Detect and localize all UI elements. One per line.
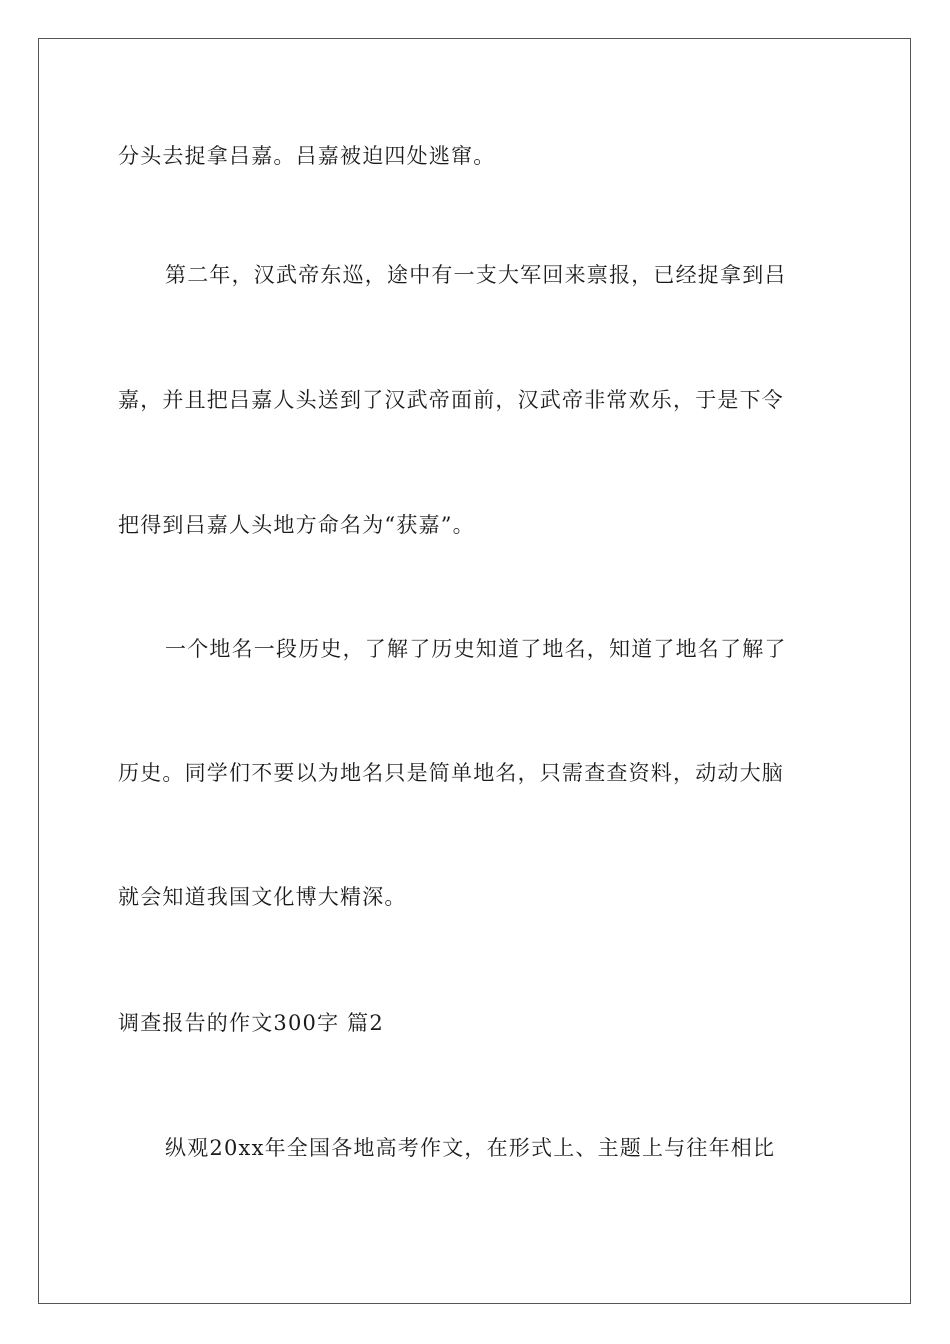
section-heading: 调查报告的作文300字 篇2 <box>118 1011 384 1035</box>
paragraph-line-3: 嘉，并且把吕嘉人头送到了汉武帝面前，汉武帝非常欢乐，于是下令 <box>118 388 784 412</box>
paragraph-line-1: 分头去捉拿吕嘉。吕嘉被迫四处逃窜。 <box>118 144 496 168</box>
paragraph-line-8: 纵观20xx年全国各地高考作文，在形式上、主题上与往年相比 <box>165 1136 776 1160</box>
paragraph-line-6: 历史。同学们不要以为地名只是简单地名，只需查查资料，动动大脑 <box>118 761 784 785</box>
paragraph-line-2: 第二年，汉武帝东巡，途中有一支大军回来禀报，已经捉拿到吕 <box>165 263 787 287</box>
page-frame <box>38 38 911 1304</box>
paragraph-line-5: 一个地名一段历史，了解了历史知道了地名，知道了地名了解了 <box>165 637 787 661</box>
paragraph-line-4: 把得到吕嘉人头地方命名为“获嘉”。 <box>118 513 475 537</box>
paragraph-line-7: 就会知道我国文化博大精深。 <box>118 885 407 909</box>
